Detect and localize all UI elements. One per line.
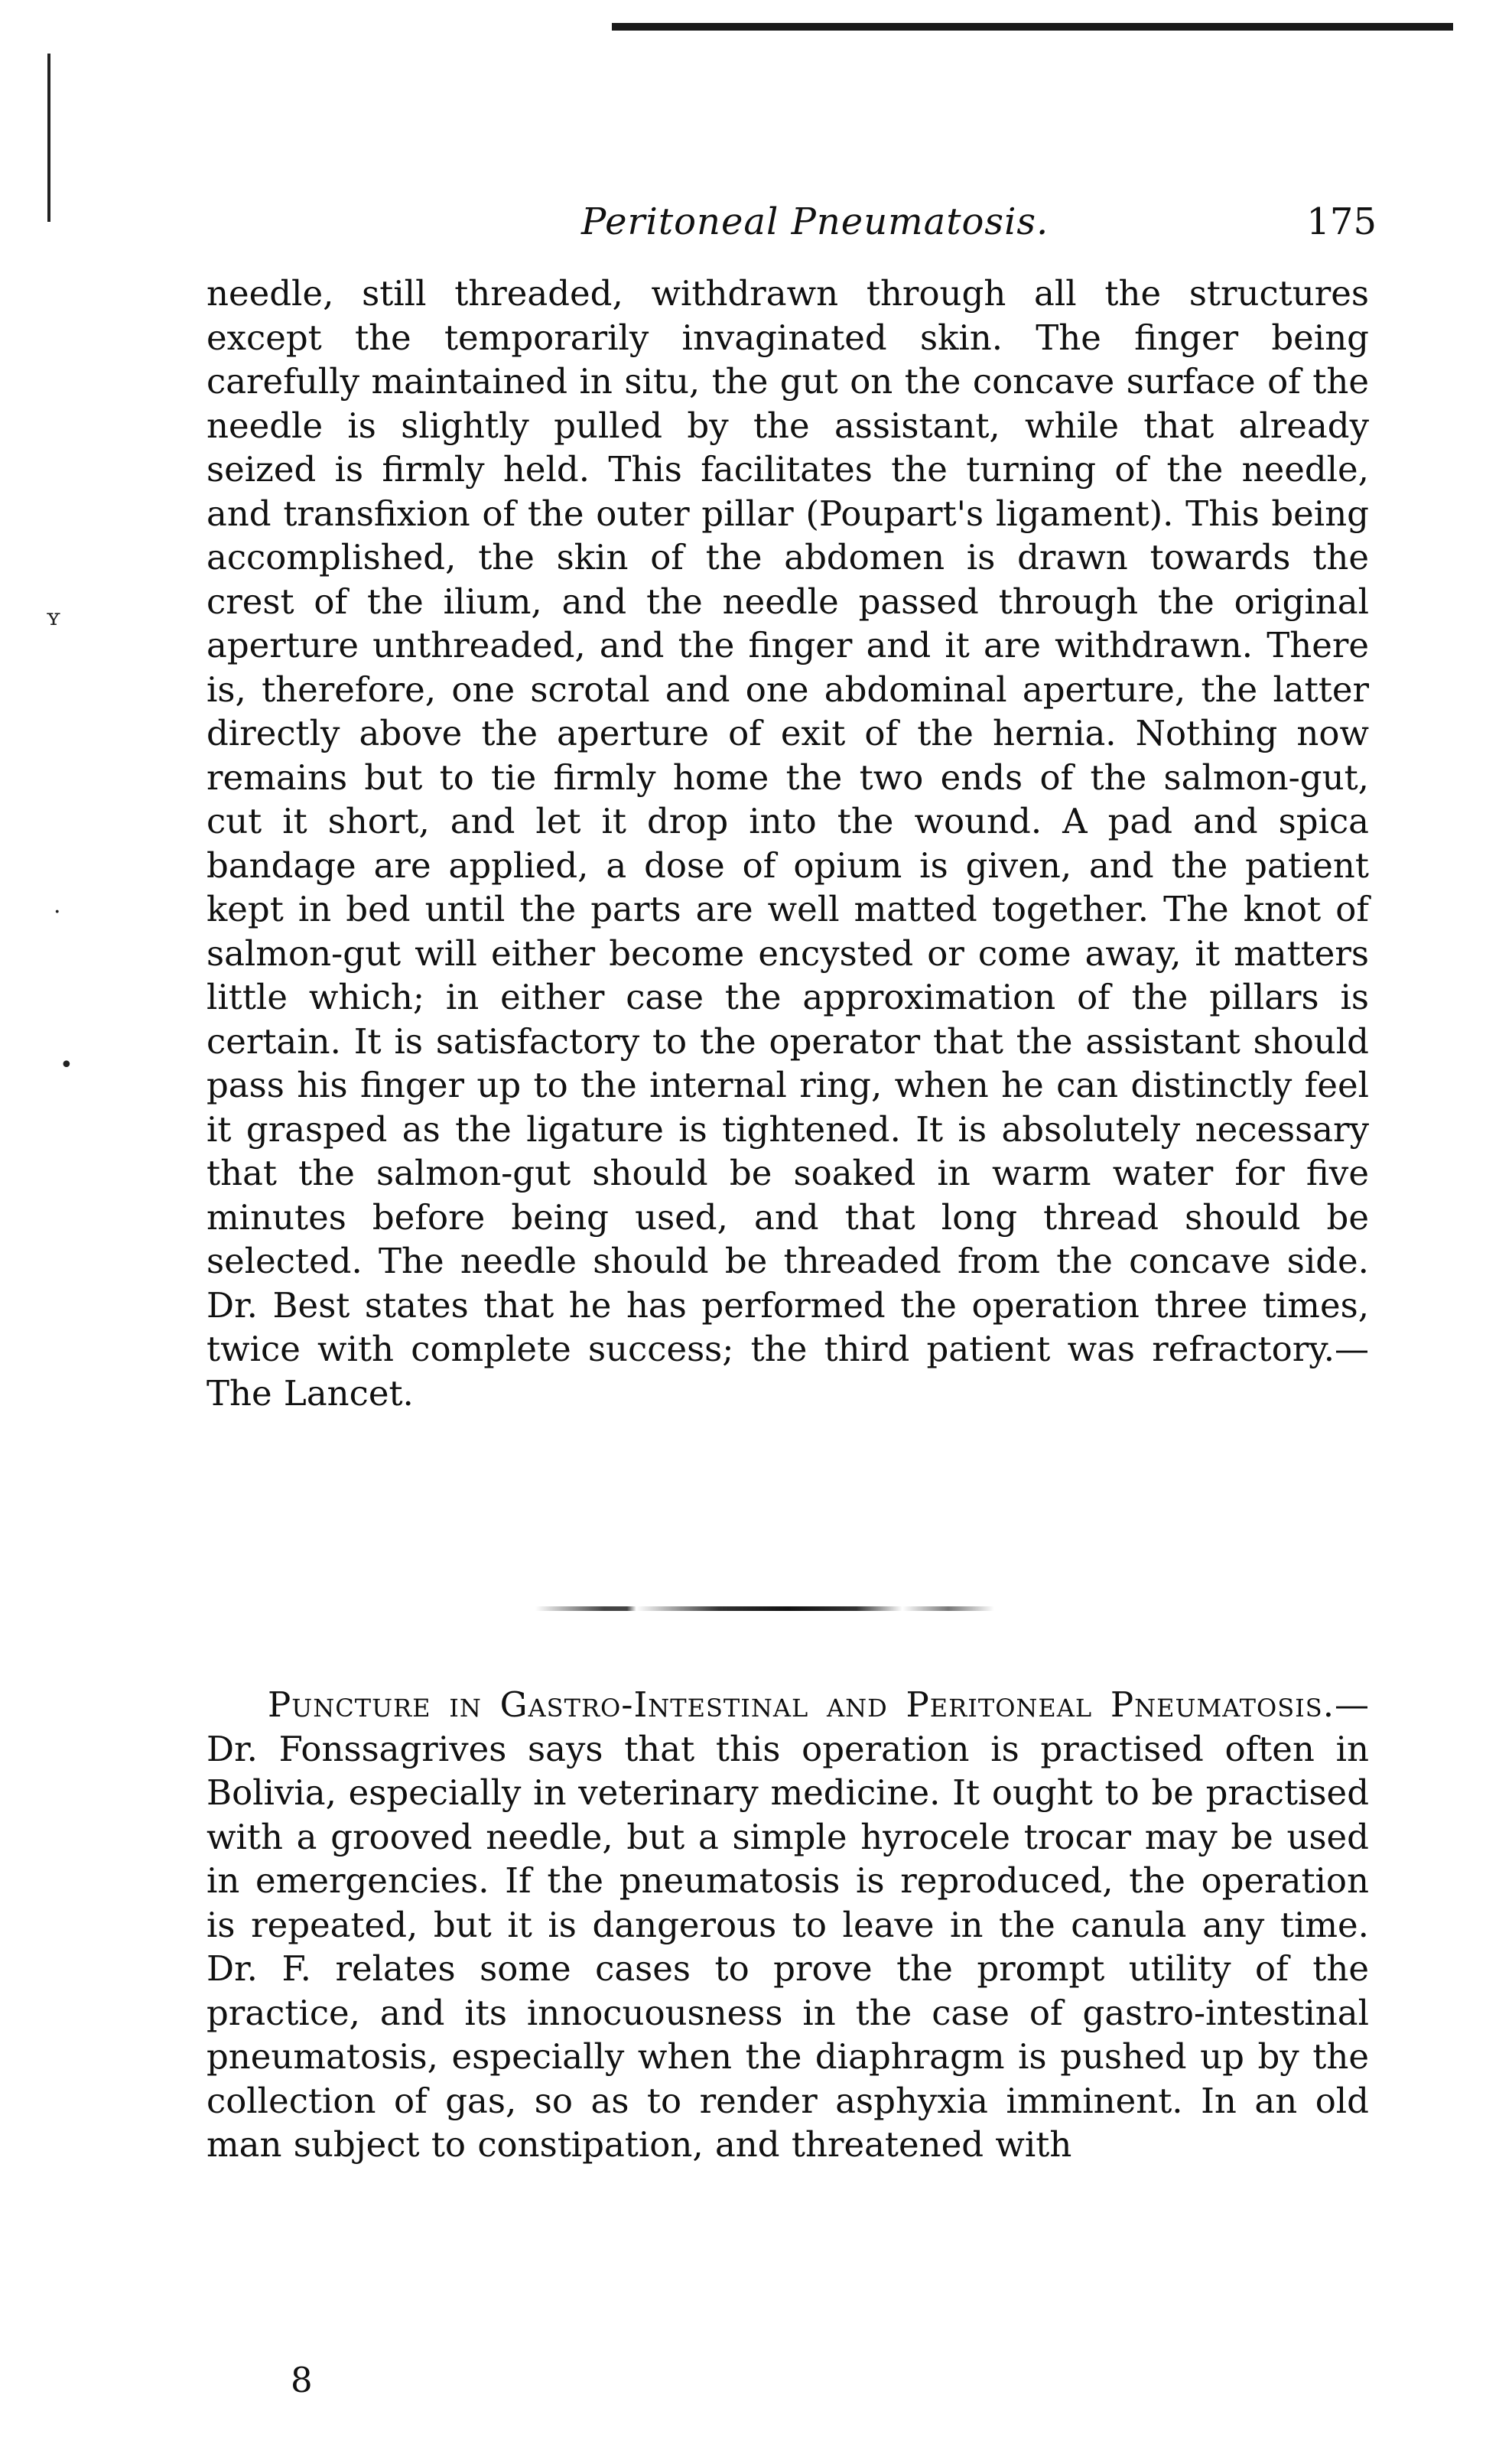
paragraph-text: —Dr. Fonssagrives says that this operation is practised often in Bolivia, especially in veterinary medicine. It ought to be practised with a grooved needle, but a simple hyrocele trocar may be used in emergencies. If the pneumatosis is reproduced, the operation is repeated, but it is dangerous to leave in the canula any time. Dr. F. relates some cases to prove the prompt utility of the practice, and its innocuousness in the case of gastro-intestinal pneumatosis, especially when the diaphragm is pushed up by the collection of gas, so as to render asphyxia imminent. In an old man subject to constipation, and threatened with bbox=[206, 1684, 1369, 2165]
margin-mark: · bbox=[54, 899, 61, 926]
signature-mark: 8 bbox=[291, 2360, 313, 2400]
margin-mark: • bbox=[60, 1052, 73, 1079]
section-separator bbox=[535, 1606, 994, 1611]
left-scan-rule bbox=[47, 54, 50, 222]
page-header bbox=[581, 200, 1377, 246]
running-title: Peritoneal Pneumatosis. bbox=[581, 200, 1049, 243]
top-scan-rule bbox=[612, 23, 1453, 31]
section-heading: Puncture in Gastro-Intestinal and Peritoneal Pneumatosis. bbox=[268, 1684, 1335, 1725]
paragraph-1 bbox=[206, 272, 1369, 1415]
page-number: 175 bbox=[1306, 200, 1377, 243]
paragraph-2 bbox=[206, 1683, 1369, 2167]
margin-mark: ʏ bbox=[46, 604, 61, 631]
paragraph-text: needle, still threaded, withdrawn through all the structures except the temporarily invaginated skin. The finger being carefully maintained in situ, the gut on the concave surface of the needle is slightly pulled by the assistant, while that already seized is firmly held. This facilitates the turning of the needle, and transfixion of the outer pillar (Poupart's ligament). This being accomplished, the skin of the abdomen is drawn towards the crest of the ilium, and the needle passed through the original aperture unthreaded, and the finger and it are withdrawn. There is, therefore, one scrotal and one abdominal aperture, the latter directly above the aperture of exit of the hernia. Nothing now remains but to tie firmly home the two ends of the salmon-gut, cut it short, and let it drop into the wound. A pad and spica bandage are applied, a dose of opium is given, and the patient kept in bed until the parts are well matted together. The knot of salmon-gut will either become encysted or come away, it matters little which; in either case the approximation of the pillars is certain. It is satisfactory to the operator that the assistant should pass his finger up to the internal ring, when he can distinctly feel it grasped as the ligature is tightened. It is absolutely necessary that the salmon-gut should be soaked in warm water for five minutes before being used, and that long thread should be selected. The needle should be threaded from the concave side. Dr. Best states that he has performed the operation three times, twice with complete success; the third patient was refractory.—The Lancet. bbox=[206, 273, 1369, 1414]
